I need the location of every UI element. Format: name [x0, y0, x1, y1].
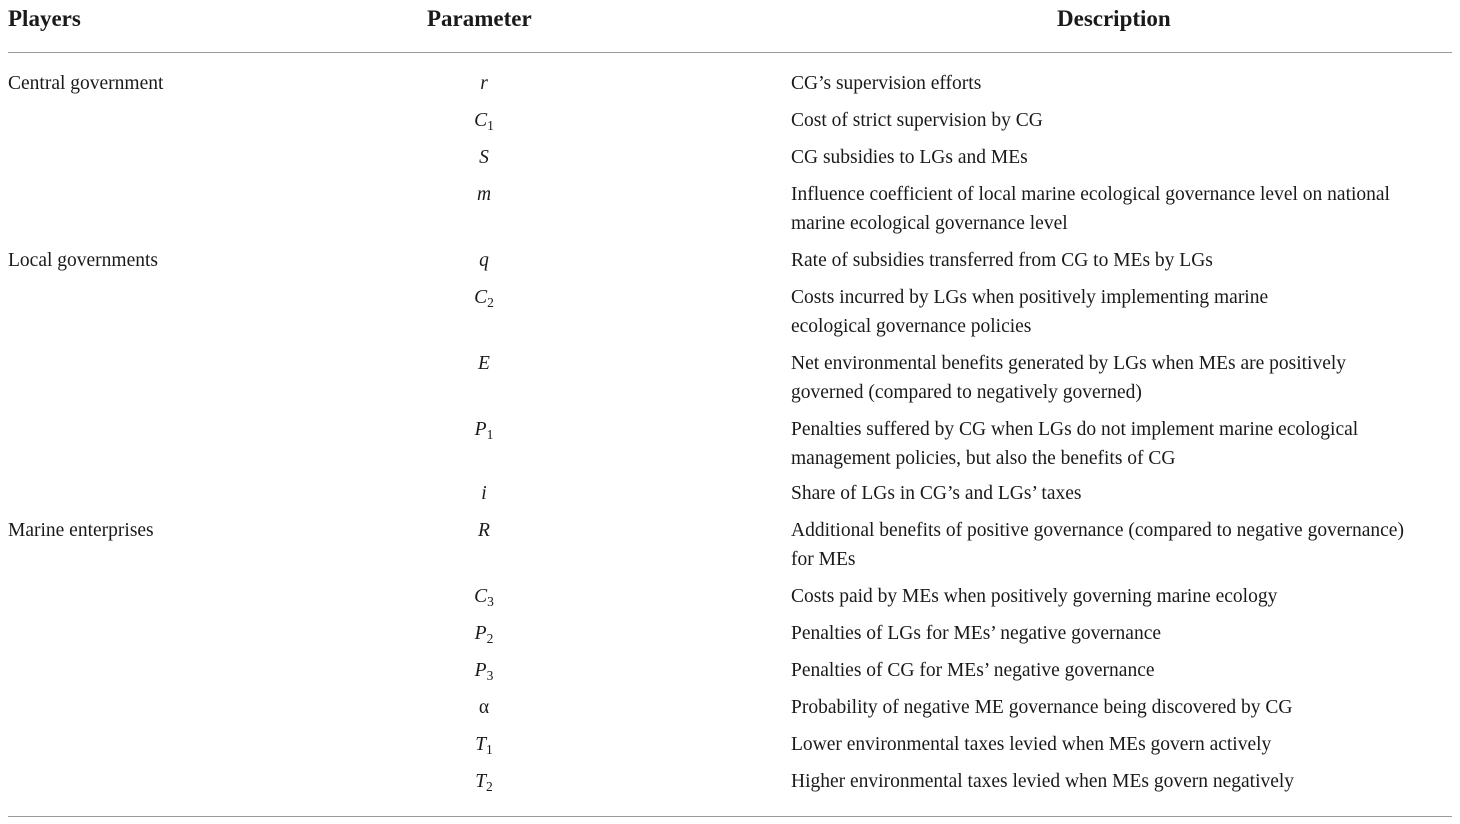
parameter-symbol: α — [478, 697, 490, 718]
parameter-description: Costs paid by MEs when positively governing marine ecology — [791, 586, 1278, 607]
parameter-symbol: q — [479, 250, 489, 271]
parameter-symbol: E — [478, 353, 490, 374]
parameter-description: Share of LGs in CG’s and LGs’ taxes — [791, 483, 1082, 504]
parameter-symbol: $C_2$ — [474, 287, 494, 310]
parameter-description: Influence coefficient of local marine ecological governance level on national marine ecological governance level — [791, 184, 1390, 234]
parameter-description: Lower environmental taxes levied when MEs govern actively — [791, 734, 1272, 755]
parameter-description: Rate of subsidies transferred from CG to MEs by LGs — [791, 250, 1213, 271]
player-central-government: Central government — [8, 73, 164, 94]
parameter-symbol: $C_3$ — [474, 586, 494, 609]
parameter-symbol: $P_3$ — [474, 660, 494, 683]
header-rule — [8, 52, 1452, 53]
parameter-symbol: $P_2$ — [474, 623, 494, 646]
parameter-symbol: i — [481, 483, 487, 504]
parameter-symbol: $P_1$ — [474, 419, 494, 442]
player-local-governments: Local governments — [8, 250, 158, 271]
header-parameter: Parameter — [427, 6, 532, 31]
parameter-description: Probability of negative ME governance being discovered by CG — [791, 697, 1293, 718]
parameter-description: Penalties suffered by CG when LGs do not implement marine ecological management policies, but also the benefits of CG — [791, 419, 1359, 469]
parameter-symbol: m — [476, 184, 492, 205]
parameter-description: CG subsidies to LGs and MEs — [791, 147, 1028, 168]
parameter-symbol: $C_1$ — [474, 110, 494, 133]
header-description: Description — [1057, 6, 1171, 31]
parameter-description: Net environmental benefits generated by LGs when MEs are positively governed (compared to negatively governed) — [791, 353, 1347, 403]
parameter-description: Cost of strict supervision by CG — [791, 110, 1043, 131]
parameter-symbol: $T_1$ — [475, 734, 493, 757]
footer-rule — [8, 816, 1452, 817]
parameter-description: Penalties of LGs for MEs’ negative governance — [791, 623, 1162, 644]
parameter-symbol: R — [478, 520, 490, 541]
parameter-symbol: $T_2$ — [475, 771, 493, 794]
parameter-description: Additional benefits of positive governance (compared to negative governance) for MEs — [791, 520, 1404, 570]
parameter-description: CG’s supervision efforts — [791, 73, 982, 94]
parameter-description: Penalties of CG for MEs’ negative governance — [791, 660, 1155, 681]
player-marine-enterprises: Marine enterprises — [8, 520, 154, 541]
parameter-description: Costs incurred by LGs when positively implementing marine ecological governance policies — [791, 287, 1269, 337]
header-players: Players — [8, 6, 81, 31]
parameter-symbol: r — [480, 73, 488, 94]
parameter-description: Higher environmental taxes levied when MEs govern negatively — [791, 771, 1295, 792]
parameter-symbol: S — [479, 147, 489, 168]
